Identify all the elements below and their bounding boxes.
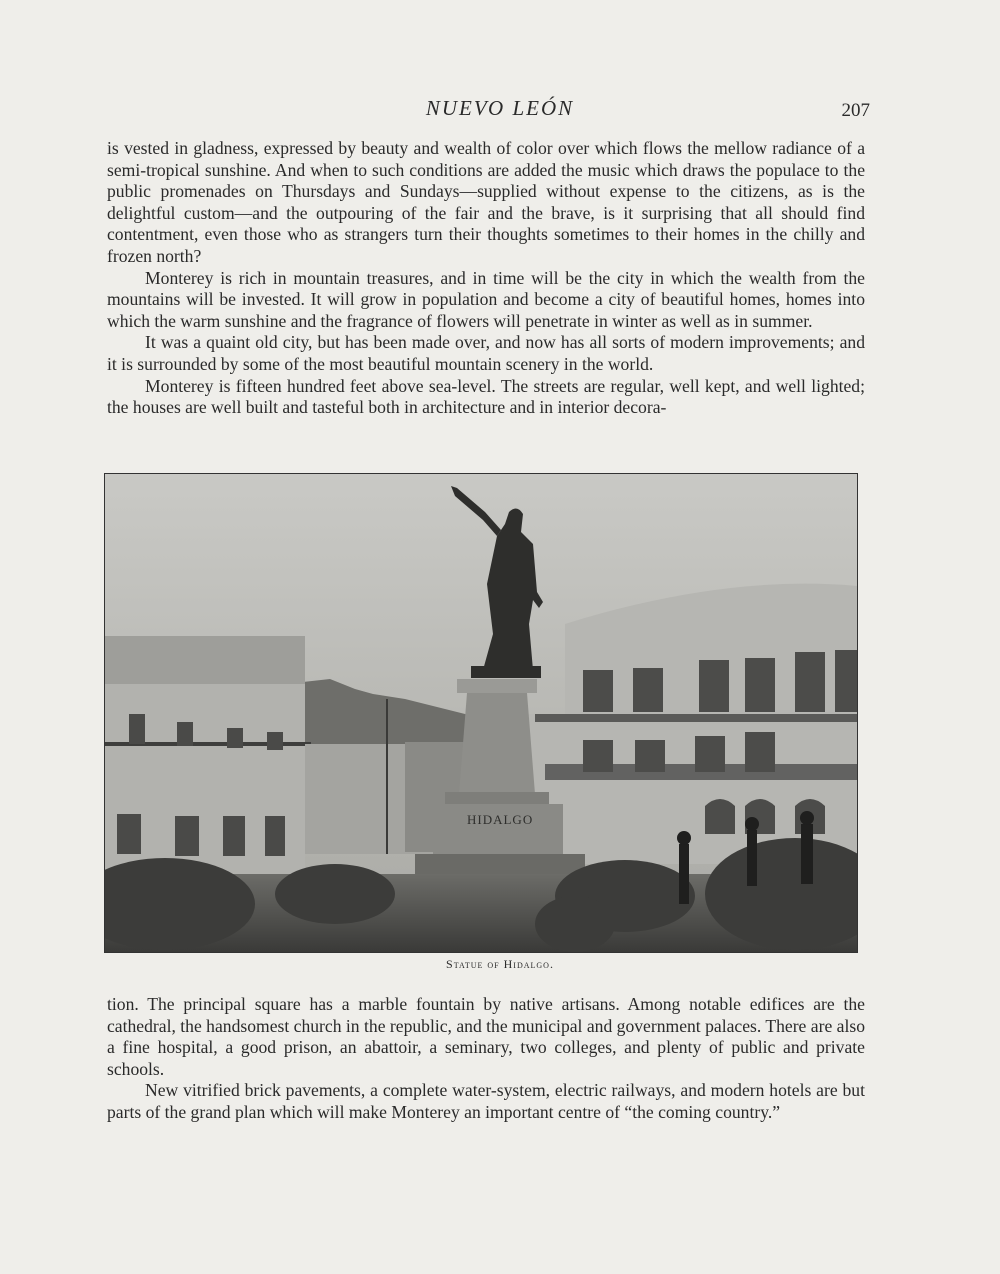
paragraph: is vested in gladness, expressed by beauty and wealth of color over which flows the mellow radiance of a semi-tropical sunshine. And when to such conditions are added the music which draws the populace to the public promenades on Thursdays and Sundays—supplied without expense to the citizens, as is the delightful custom—and the outpouring of the fair and the brave, is it surprising that all should find contentment, even those who as strangers turn their thoughts sometimes to their homes in the chilly and frozen north? [107,138,865,266]
running-title: NUEVO LEÓN [425,96,575,120]
paragraph: Monterey is rich in mountain treasures, and in time will be the city in which the wealth from the mountains will be invested. It will grow in population and become a city of beautiful homes, homes into which the warm sunshine and the fragrance of flowers will penetrate in winter as well as in summer. [107,267,865,331]
paragraph: tion. The principal square has a marble fountain by native artisans. Among notable edifices are the cathedral, the handsomest church in the republic, and the municipal and government palaces. There are also a fine hospital, a good prison, an abattoir, a seminary, two colleges, and plenty of public and private schools. [107,994,865,1079]
figure-caption: Statue of Hidalgo. [446,957,554,971]
paragraph: New vitrified brick pavements, a complete water-system, electric railways, and modern hotels are but parts of the grand plan which will make Monterey an important centre of “the coming country.” [107,1080,865,1122]
pedestal-inscription: HIDALGO [467,812,534,827]
body-text-top [107,138,865,419]
photo-plate [104,473,858,953]
body-text-bottom [107,994,865,1124]
paragraph: It was a quaint old city, but has been made over, and now has all sorts of modern improvements; and it is surrounded by some of the most beautiful mountain scenery in the world. [107,332,865,374]
statue-photograph [105,474,857,952]
running-head [0,96,1000,126]
paragraph: Monterey is fifteen hundred feet above sea-level. The streets are regular, well kept, and well lighted; the houses are well built and tasteful both in architecture and in interior decora- [107,375,865,418]
page-number: 207 [841,100,870,121]
